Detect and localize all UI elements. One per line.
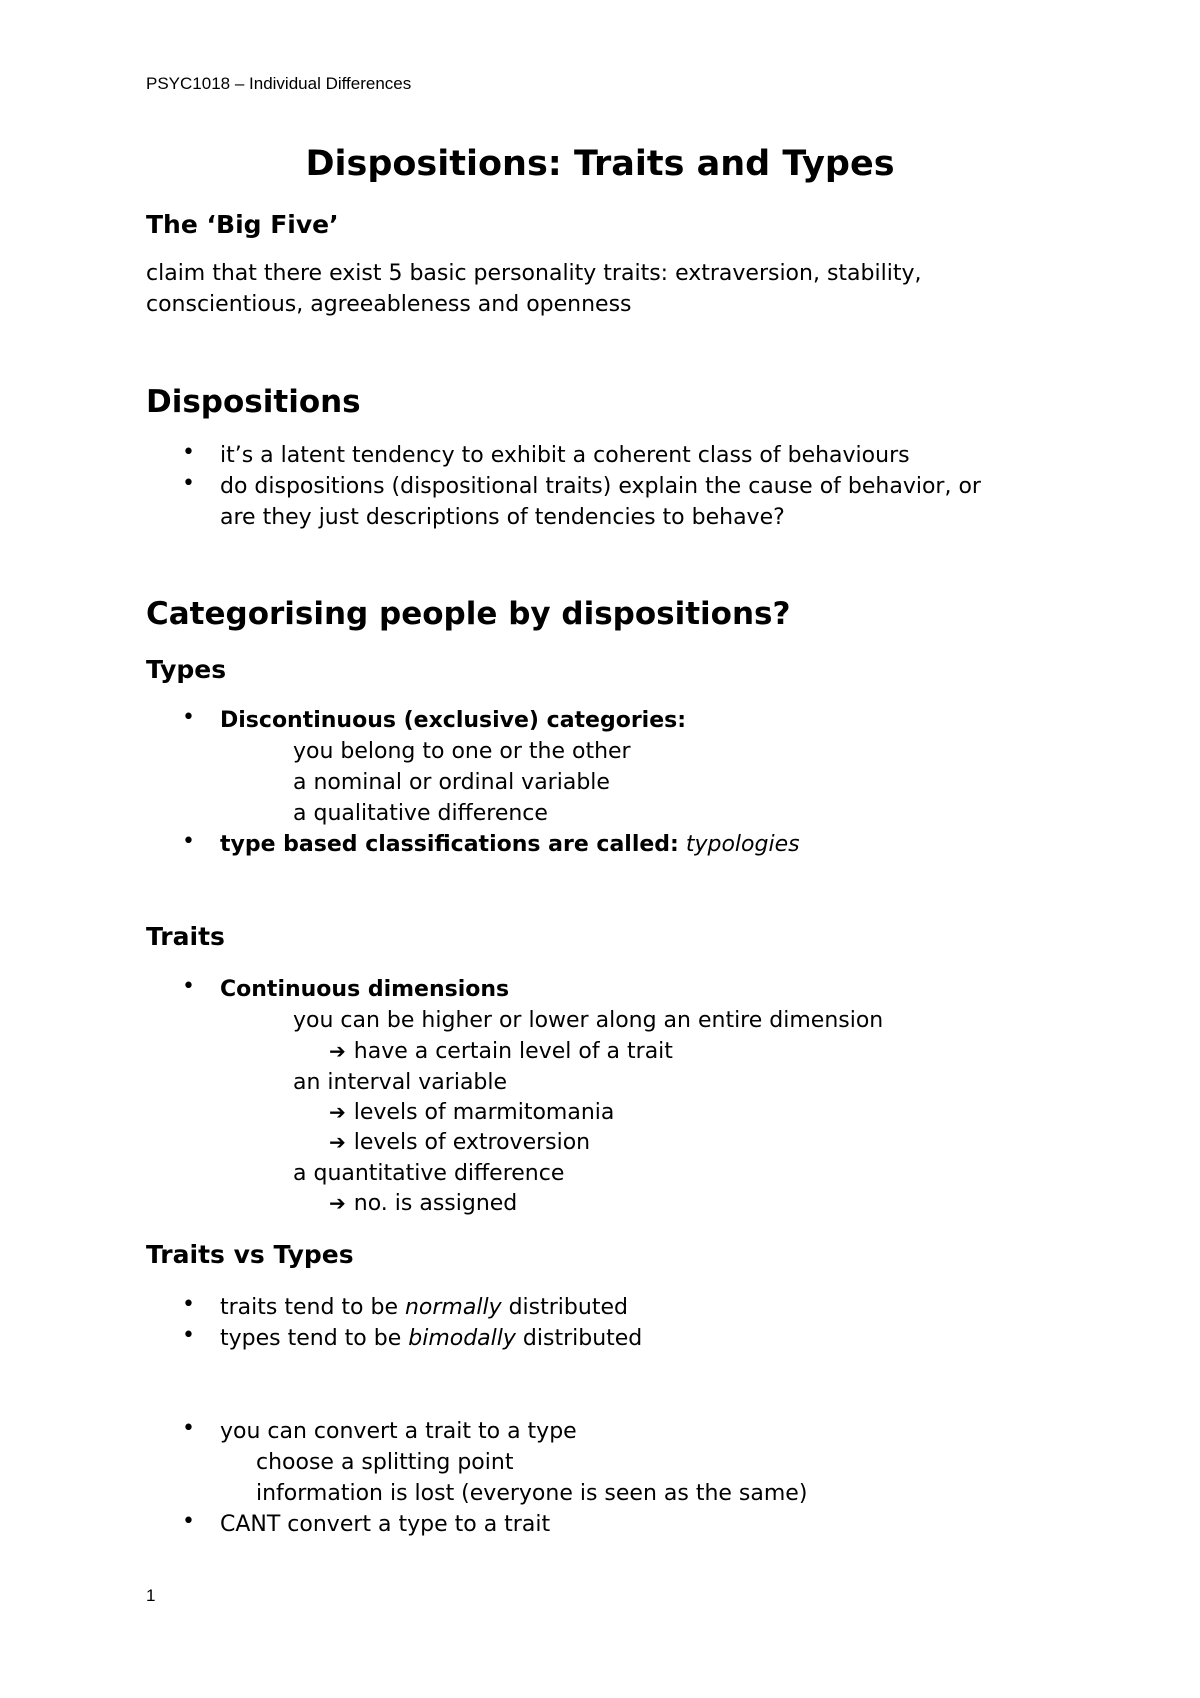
page-header: PSYC1018 – Individual Differences	[146, 74, 412, 93]
vs-bullet-1-pre: traits tend to be	[220, 1295, 405, 1320]
vs-bullet-2-post: distributed	[515, 1326, 643, 1351]
right-arrow-icon: ➔	[329, 1039, 346, 1063]
dispositions-bullet-1: it’s a latent tendency to exhibit a coherent class of behaviours	[220, 443, 910, 468]
bullet-icon: •	[182, 471, 195, 496]
vs-bullet-2-pre: types tend to be	[220, 1326, 409, 1351]
traits-sub-1: you can be higher or lower along an entire dimension	[293, 1008, 884, 1033]
traits-sub-2: an interval variable	[293, 1070, 508, 1095]
traits-arrow-4	[329, 1188, 517, 1219]
traits-arrow-2	[329, 1097, 614, 1128]
bullet-icon: •	[182, 1292, 195, 1317]
dispositions-heading: Dispositions	[146, 384, 361, 420]
bullet-icon: •	[182, 440, 195, 465]
vs-bullet-2-italic: bimodally	[408, 1326, 516, 1351]
big-five-heading: The ‘Big Five’	[146, 210, 339, 239]
vs-bullet-1-italic: normally	[404, 1295, 502, 1320]
bullet-icon: •	[182, 1416, 195, 1441]
right-arrow-icon: ➔	[329, 1191, 346, 1215]
page-title: Dispositions: Traits and Types	[305, 144, 895, 184]
bullet-icon: •	[182, 829, 195, 854]
traits-arrow-2-text: levels of marmitomania	[353, 1100, 615, 1125]
big-five-text-line2: conscientious, agreeableness and openness	[146, 292, 632, 317]
categorising-heading: Categorising people by dispositions?	[146, 596, 791, 632]
traits-arrow-4-text: no. is assigned	[353, 1191, 518, 1216]
types-sub-2: a nominal or ordinal variable	[293, 770, 610, 795]
traits-bullet-1: Continuous dimensions	[220, 977, 510, 1002]
bullet-icon: •	[182, 974, 195, 999]
types-sub-3: a qualitative difference	[293, 801, 548, 826]
right-arrow-icon: ➔	[329, 1100, 346, 1124]
types-heading: Types	[146, 655, 227, 684]
vs-bullet-4: CANT convert a type to a trait	[220, 1512, 551, 1537]
bullet-icon: •	[182, 1509, 195, 1534]
traits-arrow-1	[329, 1036, 673, 1067]
types-bullet-2	[220, 829, 800, 860]
traits-sub-3: a quantitative difference	[293, 1161, 565, 1186]
page-number: 1	[146, 1586, 156, 1605]
types-bullet-2-italic: typologies	[685, 832, 800, 857]
traits-arrow-3-text: levels of extroversion	[353, 1130, 591, 1155]
right-arrow-icon: ➔	[329, 1130, 346, 1154]
vs-bullet-3: you can convert a trait to a type	[220, 1419, 577, 1444]
types-bullet-2-bold: type based classifications are called:	[220, 832, 679, 857]
vs-sub-2: information is lost (everyone is seen as the same)	[256, 1481, 808, 1506]
vs-bullet-1-post: distributed	[501, 1295, 628, 1320]
bullet-icon: •	[182, 705, 195, 730]
vs-bullet-1	[220, 1292, 628, 1323]
types-bullet-1: Discontinuous (exclusive) categories:	[220, 708, 687, 733]
vs-bullet-2	[220, 1323, 642, 1354]
dispositions-bullet-2-line2: are they just descriptions of tendencies to behave?	[220, 505, 785, 530]
traits-heading: Traits	[146, 922, 225, 951]
dispositions-bullet-2-line1: do dispositions (dispositional traits) explain the cause of behavior, or	[220, 474, 981, 499]
bullet-icon: •	[182, 1323, 195, 1348]
traits-arrow-1-text: have a certain level of a trait	[353, 1039, 673, 1064]
types-sub-1: you belong to one or the other	[293, 739, 631, 764]
traits-vs-types-heading: Traits vs Types	[146, 1240, 354, 1269]
traits-arrow-3	[329, 1127, 590, 1158]
big-five-text-line1: claim that there exist 5 basic personality traits: extraversion, stability,	[146, 261, 922, 286]
vs-sub-1: choose a splitting point	[256, 1450, 514, 1475]
